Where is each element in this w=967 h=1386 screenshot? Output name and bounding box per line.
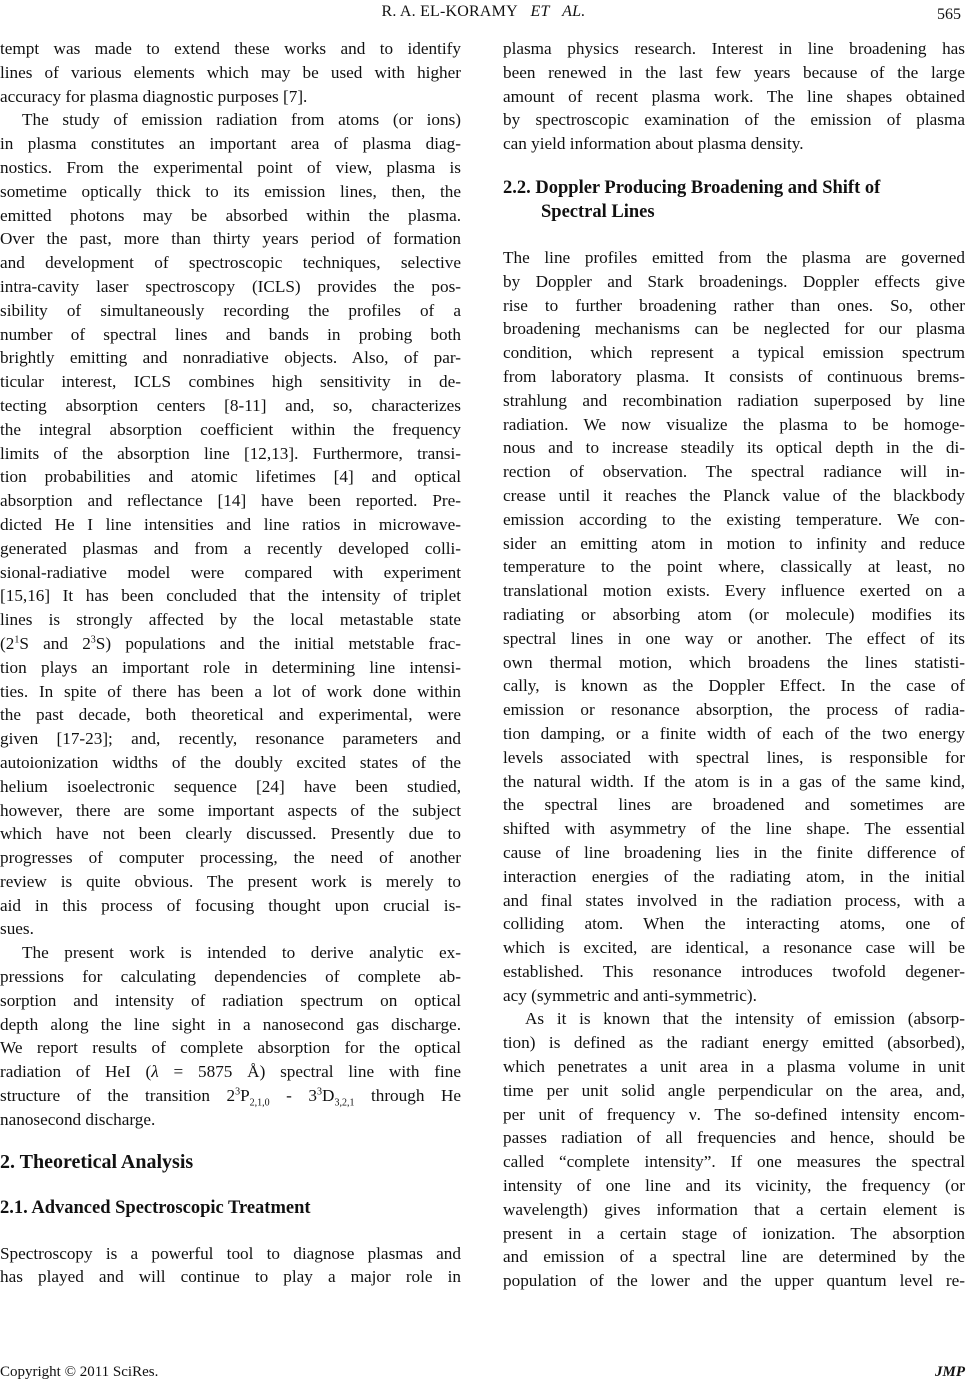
text-line: from laboratory plasma. It consists of continuous brems-: [503, 366, 965, 386]
spacer: [0, 1175, 461, 1196]
text-line: by Doppler and Stark broadenings. Doppler effects give: [503, 271, 965, 291]
text-line: and emission of a spectral line are determined by the: [503, 1247, 965, 1267]
text-line: radiation. We now visualize the plasma to be homoge-: [503, 414, 965, 434]
text-line: [0, 632, 461, 656]
text-fragment: = 5875 Å) spectral line with fine: [158, 1062, 461, 1082]
text-line: the integral absorption coefficient within the frequency: [0, 419, 461, 439]
text-line: The study of emission radiation from atoms (or ions): [22, 110, 461, 130]
page-footer: [0, 1364, 967, 1384]
text-line: The line profiles emitted from the plasma are governed: [503, 247, 965, 267]
text-line: called “complete intensity”. If one measures the spectral: [503, 1152, 965, 1172]
page-header: [0, 0, 967, 26]
text-line: colliding atom. When the interacting atoms, one of: [503, 914, 965, 934]
text-line: which is excited, are identical, a resonance case will be: [503, 938, 965, 958]
text-line: absorption and reflectance [14] have been reported. Pre-: [0, 491, 461, 511]
right-column: [503, 37, 965, 1293]
text-fragment: S) populations and the initial metstable frac-: [95, 633, 461, 653]
text-line: The present work is intended to derive analytic ex-: [22, 943, 461, 963]
text-line: As it is known that the intensity of emission (absorp-: [525, 1009, 965, 1029]
text-line: and development of spectroscopic techniques, selective: [0, 253, 461, 273]
text-line: acy (symmetric and anti-symmetric).: [503, 985, 757, 1005]
text-line: population of the lower and the upper quantum level re-: [503, 1271, 965, 1291]
text-line: wavelength) gives information that a certain element is: [503, 1199, 965, 1219]
text-line: sibility of simultaneously recording the profiles of a: [0, 300, 461, 320]
text-line: depth along the line sight in a nanosecond gas discharge.: [0, 1014, 461, 1034]
text-line: nous and to increase steadily its optical depth in the di-: [503, 438, 965, 458]
text-line: helium isoelectronic sequence [24] have been studied,: [0, 776, 461, 796]
subsection-heading: 2.2. Doppler Producing Broadening and Shift of: [503, 177, 881, 198]
text-line: however, there are some important aspects of the subject: [0, 800, 461, 820]
text-line: [15,16] It has been concluded that the intensity of triplet: [0, 586, 461, 606]
spacer: [0, 1132, 461, 1149]
text-line: established. This resonance introduces twofold degener-: [503, 961, 965, 981]
text-line: rise to further broadening rather than ones. So, other: [503, 295, 965, 315]
text-fragment: structure of the transition 2: [0, 1086, 236, 1106]
text-fragment: (2: [0, 633, 15, 653]
text-line: Spectroscopy is a powerful tool to diagnose plasmas and: [0, 1243, 461, 1263]
text-line: levels associated with spectral lines, is responsible for: [503, 747, 965, 767]
subsection-heading-cont: Spectral Lines: [541, 201, 655, 222]
text-line: strahlung and recombination radiation superposed by line: [503, 390, 965, 410]
text-line: emission according to the existing temperature. We con-: [503, 509, 965, 529]
text-line: intra-cavity laser spectroscopy (ICLS) provides the pos-: [0, 276, 461, 296]
text-line: tempt was made to extend these works and to identify: [0, 39, 461, 58]
text-line: interaction energies of the radiating atom, in the initial: [503, 866, 965, 886]
spacer: [503, 224, 965, 246]
text-line: can yield information about plasma density.: [503, 134, 804, 154]
text-line: sometime optically thick to its emission lines, then, the: [0, 181, 461, 201]
text-line: own thermal motion, which broadens the lines statisti-: [503, 652, 965, 672]
superscript: 1: [14, 634, 20, 646]
text-fragment: λ: [151, 1062, 159, 1082]
text-line: number of spectral lines and bands in probing both: [0, 324, 461, 344]
running-head: [0, 3, 967, 21]
text-line: condition, which represent a typical emission spectrum: [503, 343, 965, 363]
text-line: crease until it reaches the Planck value of the blackbody: [503, 485, 965, 505]
left-column: [0, 37, 461, 1289]
text-line: present in a certain stage of ionization. The absorption: [503, 1223, 965, 1243]
text-line: lines is strongly affected by the local metastable state: [0, 610, 461, 630]
text-line: per unit of frequency ν. The so-defined intensity encom-: [503, 1104, 965, 1124]
text-line: pressions for calculating dependencies of complete ab-: [0, 967, 461, 987]
text-line: in plasma constitutes an important area of plasma diag-: [0, 134, 461, 154]
text-line: has played and will continue to play a major role in: [0, 1267, 461, 1287]
section-heading: 2. Theoretical Analysis: [0, 1150, 194, 1173]
text-line: autoionization widths of the doubly excited states of the: [0, 752, 461, 772]
text-fragment: through He: [354, 1086, 461, 1106]
text-line: Over the past, more than thirty years period of formation: [0, 229, 461, 249]
text-line: the past decade, both theoretical and experimental, were: [0, 705, 461, 725]
text-line: tion) is defined as the radiant energy emitted (absorbed),: [503, 1033, 965, 1053]
text-line: which penetrates a unit area in a plasma volume in unit: [503, 1057, 965, 1077]
text-line: sider an emitting atom in motion to infinity and reduce: [503, 533, 965, 553]
text-line: spectral lines in one way or another. The effect of its: [503, 628, 965, 648]
text-line: ties. In spite of there has been a lot of work done within: [0, 681, 461, 701]
text-line: [0, 1060, 461, 1084]
text-line: plasma physics research. Interest in line broadening has: [503, 39, 965, 58]
text-fragment: P: [240, 1086, 250, 1106]
text-line: emission or resonance absorption, the process of radia-: [503, 700, 965, 720]
text-line: We report results of complete absorption for the optical: [0, 1038, 461, 1058]
copyright-text: Copyright © 2011 SciRes.: [0, 1364, 159, 1380]
text-line: given [17-23]; and, recently, resonance parameters and: [0, 729, 461, 749]
text-fragment: radiation of HeI (: [0, 1062, 152, 1082]
text-line: and final states involved in the radiation process, with a: [503, 890, 965, 910]
text-line: tecting absorption centers [8-11] and, so, characterizes: [0, 395, 461, 415]
text-line: limits of the absorption line [12,13]. Furthermore, transi-: [0, 443, 461, 463]
text-line: temperature to the point where, classically at least, no: [503, 557, 965, 577]
subscript: 3,2,1: [334, 1097, 355, 1109]
text-line: cally, is known as the Doppler Effect. In the case of: [503, 676, 965, 696]
text-line: radiating or absorbing atom (or molecule) modifies its: [503, 604, 965, 624]
text-line: passes radiation of all frequencies and hence, should be: [503, 1128, 965, 1148]
text-line: the spectral lines are broadened and sometimes are: [503, 795, 965, 815]
journal-abbrev: JMP: [935, 1364, 965, 1380]
text-line: ticular interest, ICLS combines high sensitivity in de-: [0, 372, 461, 392]
text-line: sional-radiative model were compared with experiment: [0, 562, 461, 582]
text-line: lines of various elements which may be used with higher: [0, 62, 461, 82]
et-text: ET: [530, 3, 550, 20]
text-fragment: D: [322, 1086, 335, 1106]
text-line: by spectroscopic examination of the emission of plasma: [503, 110, 965, 130]
spacer: [503, 156, 965, 176]
text-line: tion damping, or a finite width of each of the two energy: [503, 723, 965, 743]
subsection-heading: 2.1. Advanced Spectroscopic Treatment: [0, 1197, 311, 1218]
text-line: generated plasmas and from a recently developed colli-: [0, 538, 461, 558]
text-line: been renewed in the last few years because of the large: [503, 62, 965, 82]
text-line: time per unit solid angle perpendicular on the area, and,: [503, 1080, 965, 1100]
text-line: nostics. From the experimental point of view, plasma is: [0, 157, 461, 177]
al-text: AL.: [562, 3, 586, 20]
subscript: 2,1,0: [249, 1097, 270, 1109]
text-line: brightly emitting and nonradiative objects. Also, of par-: [0, 348, 461, 368]
text-line: aid in this process of focusing thought upon crucial is-: [0, 895, 461, 915]
text-line: tion plays an important role in determining line intensi-: [0, 657, 461, 677]
text-line: emitted photons may be absorbed within the plasma.: [0, 205, 461, 225]
text-line: cause of line broadening lies in the finite difference of: [503, 842, 965, 862]
spacer: [0, 1220, 461, 1242]
text-line: the natural width. If the atom is in a gas of the same kind,: [503, 771, 965, 791]
text-line: nanosecond discharge.: [0, 1109, 156, 1129]
text-line: rection of observation. The spectral radiance will in-: [503, 462, 965, 482]
text-fragment: - 3: [269, 1086, 318, 1106]
text-line: sues.: [0, 919, 34, 939]
text-line: progresses of computer processing, the need of another: [0, 848, 461, 868]
text-line: amount of recent plasma work. The line shapes obtained: [503, 86, 965, 106]
text-fragment: S and 2: [19, 633, 91, 653]
text-line: accuracy for plasma diagnostic purposes [7].: [0, 86, 308, 106]
author-name: R. A. EL-KORAMY: [381, 3, 518, 20]
text-line: [0, 1084, 461, 1108]
text-line: intensity of one line and its vicinity, the frequency (or: [503, 1176, 965, 1196]
text-line: sorption and intensity of radiation spectrum on optical: [0, 990, 461, 1010]
text-line: dicted He I line intensities and line ratios in microwave-: [0, 514, 461, 534]
text-line: review is quite obvious. The present work is merely to: [0, 871, 461, 891]
page-number: 565: [937, 6, 961, 23]
superscript: 3: [90, 634, 96, 646]
superscript: 3: [317, 1086, 323, 1098]
text-line: tion probabilities and atomic lifetimes [4] and optical: [0, 467, 461, 487]
text-line: which have not been clearly discussed. Presently due to: [0, 824, 461, 844]
text-line: translational motion exists. Every influence exerted on a: [503, 581, 965, 601]
text-line: broadening mechanisms can be neglected for our plasma: [503, 319, 965, 339]
text-line: shifted with asymmetry of the line shape. The essential: [503, 819, 965, 839]
superscript: 3: [235, 1086, 241, 1098]
